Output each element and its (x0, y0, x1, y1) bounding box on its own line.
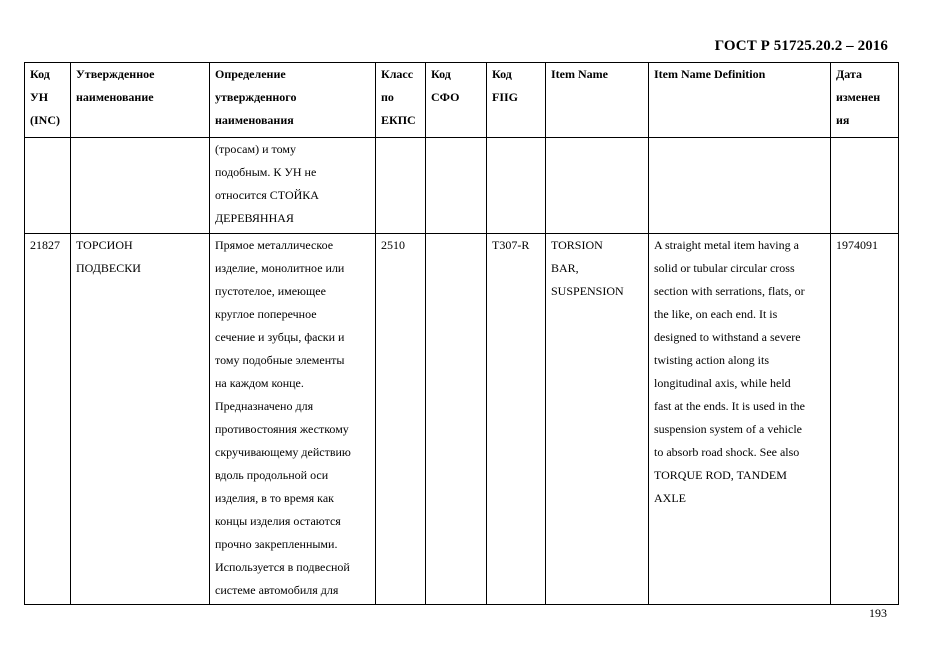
text-line: to absorb road shock. See also (654, 445, 800, 459)
text-line: section with serrations, flats, or (654, 284, 805, 298)
cell-sfo-code (426, 234, 487, 605)
column-header-sfo-code (426, 63, 487, 138)
text-line: ДЕРЕВЯННАЯ (215, 211, 294, 225)
cell-sfo-code (426, 138, 487, 234)
column-header-item-name (546, 63, 649, 138)
text-line: 2510 (381, 238, 405, 252)
text-line: the like, on each end. It is (654, 307, 778, 321)
text-line: изделия, в то время как (215, 491, 334, 505)
cell-approved-name (71, 138, 210, 234)
cell-change-date (831, 138, 899, 234)
cell-ekps-class (376, 138, 426, 234)
cell-definition (210, 138, 376, 234)
cell-definition (210, 234, 376, 605)
cell-approved-name (71, 234, 210, 605)
table-row (25, 234, 899, 605)
text-line: УН (30, 90, 49, 104)
text-line: (тросам) и тому (215, 142, 296, 156)
text-line: suspension system of a vehicle (654, 422, 802, 436)
cell-inc (25, 234, 71, 605)
text-line: BAR, (551, 261, 579, 275)
text-line: solid or tubular circular cross (654, 261, 795, 275)
text-line: наименования (215, 113, 294, 127)
column-header-item-name-definition (649, 63, 831, 138)
text-line: (INC) (30, 113, 60, 127)
text-line: пустотелое, имеющее (215, 284, 326, 298)
text-line: AXLE (654, 491, 686, 505)
cell-item-name (546, 138, 649, 234)
column-header-change-date (831, 63, 899, 138)
text-line: twisting action along its (654, 353, 769, 367)
text-line: Код (431, 67, 451, 81)
text-line: 21827 (30, 238, 60, 252)
table-header-row (25, 63, 899, 138)
text-line: Утвержденное (76, 67, 155, 81)
text-line: прочно закрепленными. (215, 537, 338, 551)
text-line: СФО (431, 90, 460, 104)
text-line: сечение и зубцы, фаски и (215, 330, 345, 344)
document-standard-header: ГОСТ Р 51725.20.2 – 2016 (714, 38, 888, 54)
text-line: TORSION (551, 238, 603, 252)
text-line: на каждом конце. (215, 376, 304, 390)
text-line: Item Name (551, 67, 608, 81)
text-line: скручивающему действию (215, 445, 351, 459)
text-line: designed to withstand a severe (654, 330, 801, 344)
column-header-inc (25, 63, 71, 138)
cell-ekps-class (376, 234, 426, 605)
text-line: T307-R (492, 238, 530, 252)
text-line: относится СТОЙКА (215, 188, 319, 202)
text-line: Код (492, 67, 512, 81)
text-line: TORQUE ROD, TANDEM (654, 468, 787, 482)
item-names-table (24, 62, 899, 605)
text-line: FIIG (492, 90, 519, 104)
text-line: Прямое металлическое (215, 238, 334, 252)
cell-fiig-code (487, 138, 546, 234)
table-row (25, 138, 899, 234)
cell-fiig-code (487, 234, 546, 605)
text-line: longitudinal axis, while held (654, 376, 791, 390)
text-line: Код (30, 67, 50, 81)
column-header-approved-name (71, 63, 210, 138)
text-line: тому подобные элементы (215, 353, 345, 367)
text-line: Используется в подвесной (215, 560, 350, 574)
text-line: Класс (381, 67, 414, 81)
text-line: Определение (215, 67, 286, 81)
text-line: A straight metal item having a (654, 238, 799, 252)
cell-item-name (546, 234, 649, 605)
text-line: Предназначено для (215, 399, 314, 413)
text-line: ЕКПС (381, 113, 416, 127)
text-line: системе автомобиля для (215, 583, 339, 597)
text-line: ТОРСИОН (76, 238, 133, 252)
text-line: наименование (76, 90, 154, 104)
cell-item-name-definition (649, 234, 831, 605)
text-line: изменен (836, 90, 881, 104)
column-header-ekps-class (376, 63, 426, 138)
cell-item-name-definition (649, 138, 831, 234)
text-line: ия (836, 113, 850, 127)
column-header-definition (210, 63, 376, 138)
text-line: концы изделия остаются (215, 514, 341, 528)
text-line: по (381, 90, 394, 104)
text-line: противостояния жесткому (215, 422, 349, 436)
column-header-fiig-code (487, 63, 546, 138)
text-line: ПОДВЕСКИ (76, 261, 141, 275)
cell-change-date (831, 234, 899, 605)
text-line: Item Name Definition (654, 67, 766, 81)
text-line: 1974091 (836, 238, 878, 252)
text-line: подобным. К УН не (215, 165, 317, 179)
text-line: круглое поперечное (215, 307, 317, 321)
text-line: утвержденного (215, 90, 297, 104)
text-line: Дата (836, 67, 862, 81)
text-line: SUSPENSION (551, 284, 624, 298)
text-line: fast at the ends. It is used in the (654, 399, 805, 413)
text-line: вдоль продольной оси (215, 468, 329, 482)
cell-inc (25, 138, 71, 234)
page-number: 193 (869, 606, 887, 620)
text-line: изделие, монолитное или (215, 261, 345, 275)
